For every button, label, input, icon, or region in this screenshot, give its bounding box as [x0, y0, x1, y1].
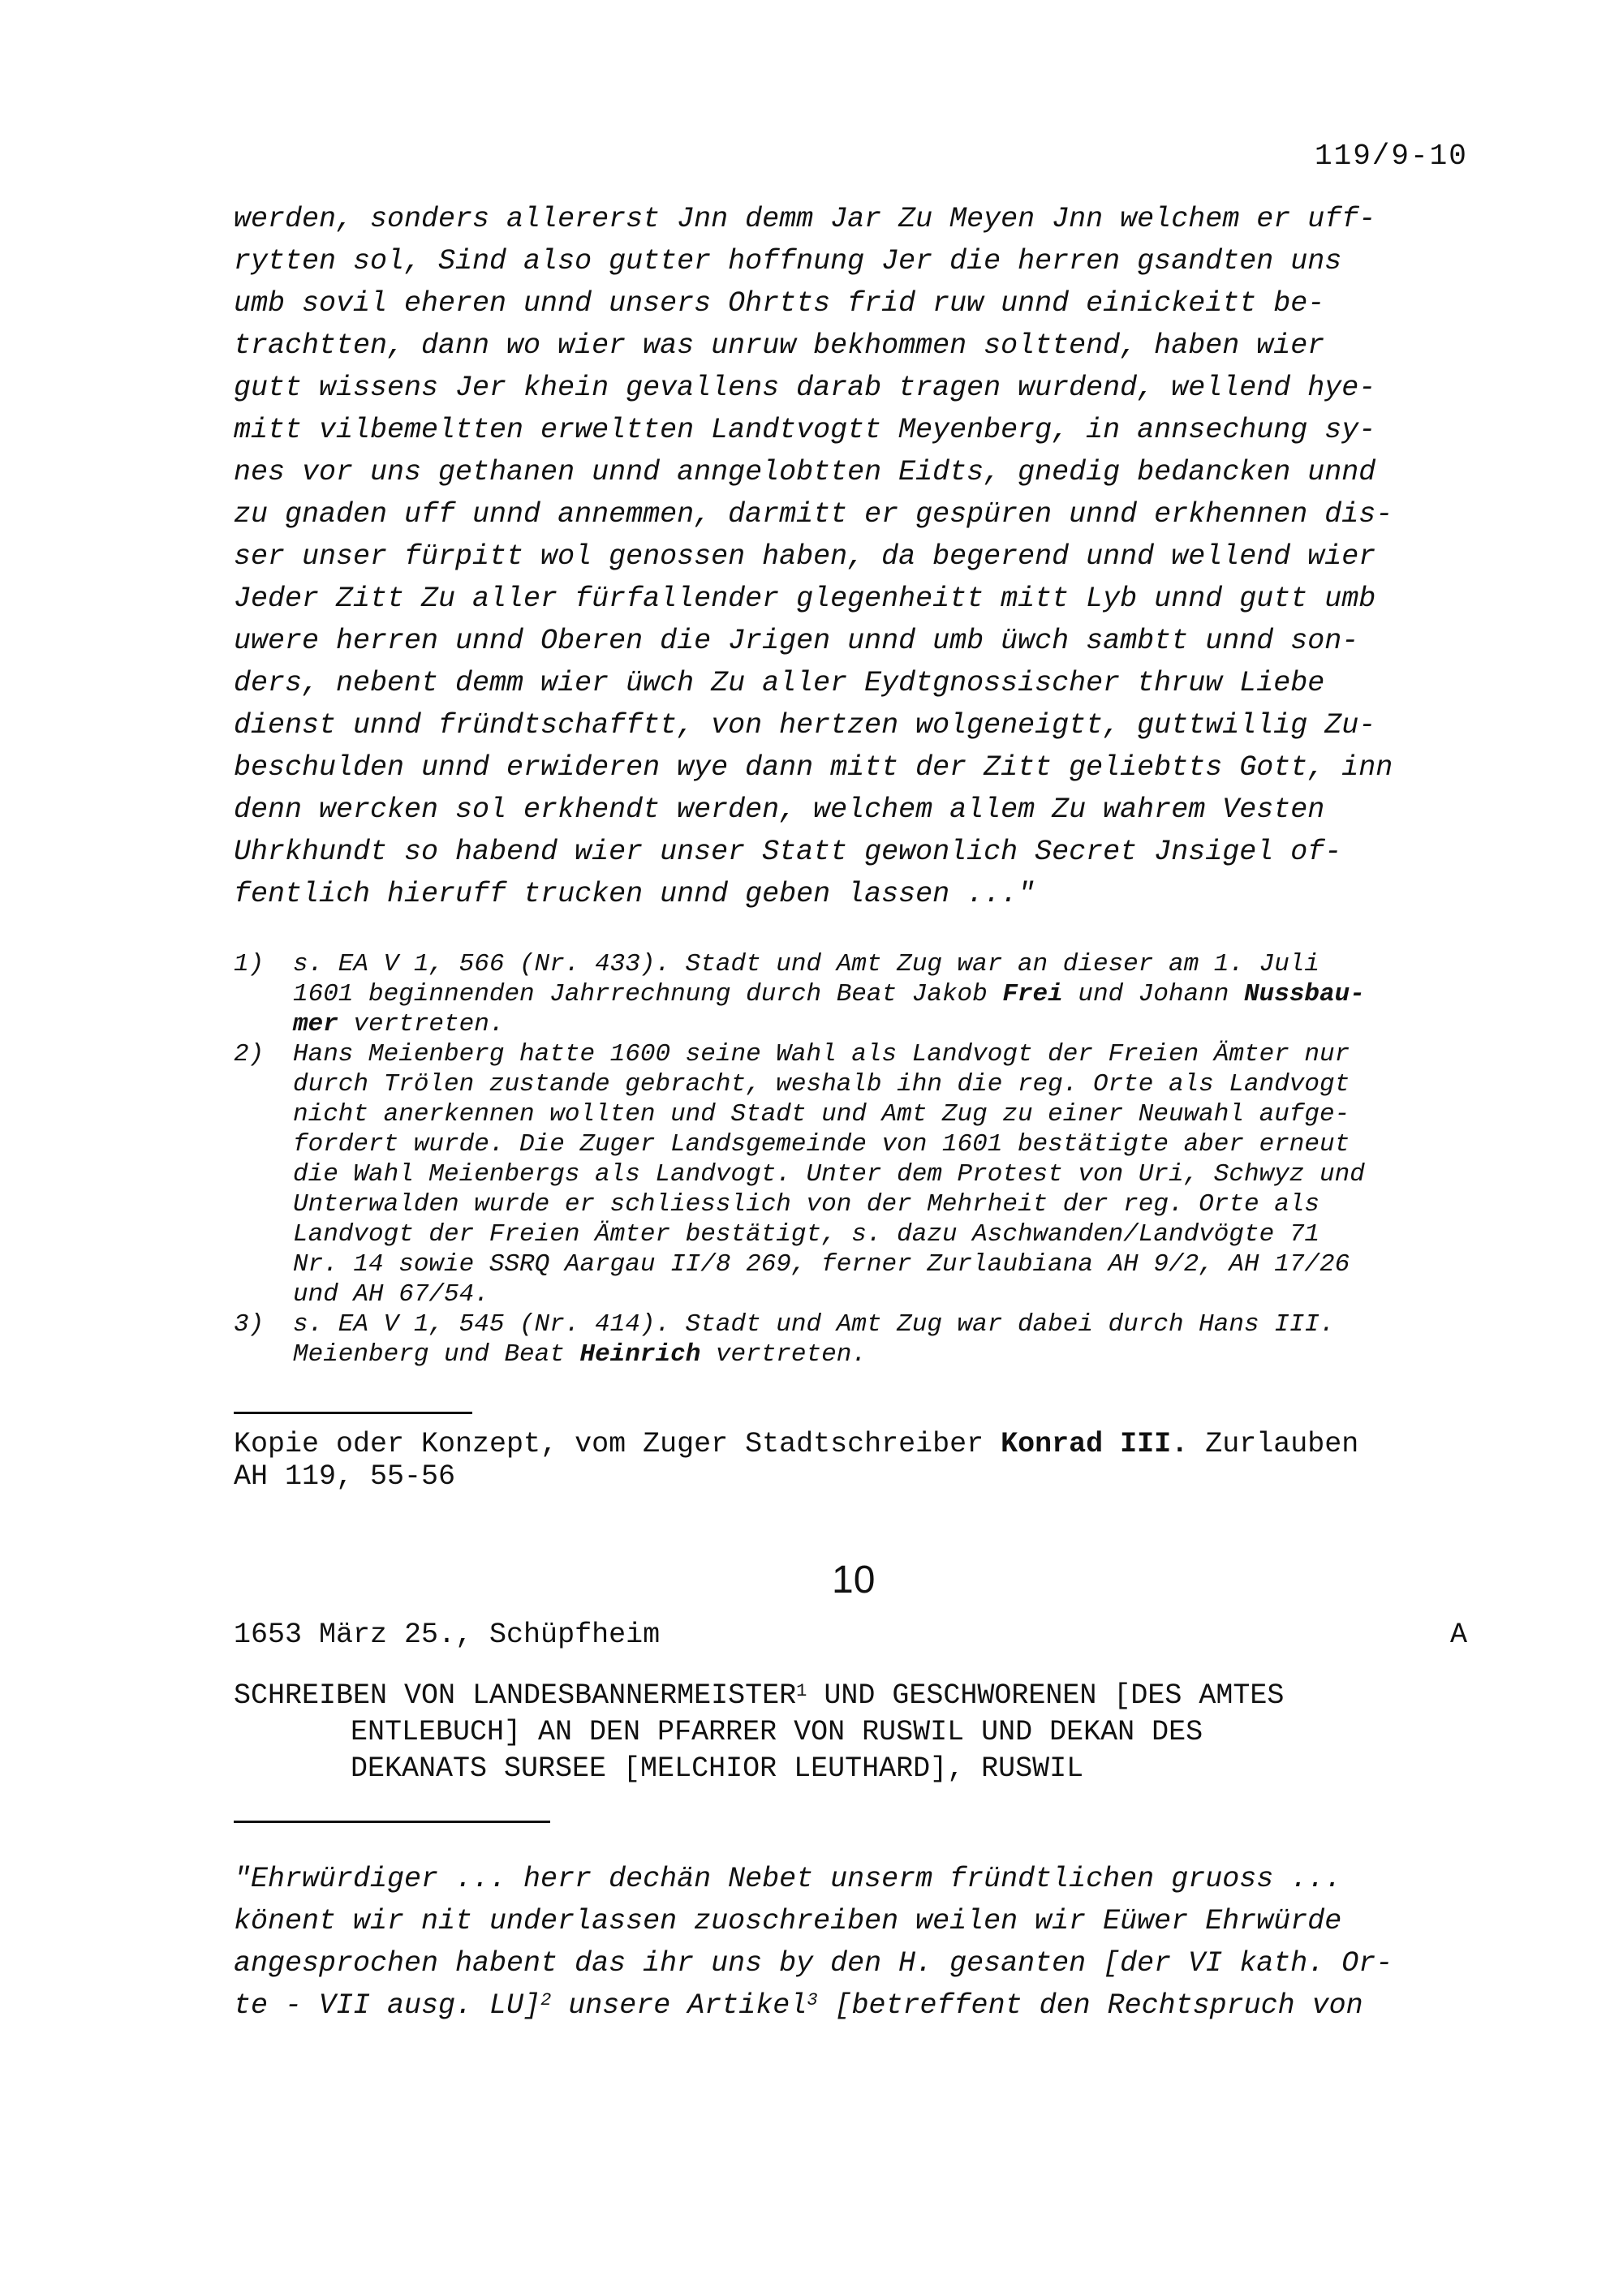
footnote-marker: 2: [540, 1990, 552, 2010]
footnote-text: Meienberg und Beat: [293, 1340, 580, 1369]
footnote-line: [293, 1339, 1335, 1369]
footnote-line: Hans Meienberg hatte 1600 seine Wahl als Landvogt der Freien Ämter nur: [293, 1040, 1350, 1068]
footnote-name-bold: Nussbau-: [1244, 980, 1365, 1008]
separator-rule: [234, 1821, 550, 1823]
quote-text: unsere Artikel: [551, 1989, 807, 2022]
footnotes: [234, 949, 1483, 1369]
footnote-marker: 1: [796, 1681, 807, 1701]
document-title: [234, 1678, 1284, 1787]
footnote-body: [293, 1039, 1365, 1309]
footnote-line: [293, 1009, 1365, 1039]
quote-line: [234, 1984, 1483, 2027]
title-line: DEKANATS SURSEE [MELCHIOR LEUTHARD], RUSWIL: [351, 1752, 1084, 1785]
title-text: SCHREIBEN VON LANDESBANNERMEISTER: [234, 1679, 797, 1712]
separator-rule: [234, 1412, 472, 1414]
footnote-marker: 3: [807, 1990, 818, 2010]
footnote-2: [234, 1039, 1483, 1309]
source-reference: AH 119, 55-56: [234, 1460, 456, 1493]
title-line: [234, 1678, 1284, 1714]
quote-continuation: [234, 198, 1483, 915]
footnote-line: s. EA V 1, 545 (Nr. 414). Stadt und Amt Zug war dabei durch Hans III.: [293, 1310, 1335, 1339]
footnote-name-bold: mer: [293, 1010, 338, 1038]
footnote-line: s. EA V 1, 566 (Nr. 433). Stadt und Amt Zug war an dieser am 1. Juli: [293, 950, 1320, 978]
document-marker: A: [1449, 1619, 1467, 1651]
footnote-name-bold: Heinrich: [579, 1340, 701, 1369]
quote-line: fentlich hieruff trucken unnd geben lassen ...": [234, 878, 1035, 910]
source-author-bold: Konrad III.: [1001, 1428, 1189, 1460]
document-header: [234, 1619, 1467, 1651]
footnote-line: und AH 67/54.: [293, 1280, 489, 1309]
source-note: [234, 1428, 1358, 1493]
quote-line: nes vor uns gethanen unnd anngelobtten Eidts, gnedig bedancken unnd: [234, 456, 1376, 488]
footnote-number: 3): [234, 1310, 265, 1339]
quote-line: gutt wissens Jer khein gevallens darab tragen wurdend, wellend hye-: [234, 372, 1376, 404]
quote-text: [betreffent den Rechtspruch von: [817, 1989, 1363, 2022]
footnote-3: [234, 1309, 1483, 1369]
quote-line: angesprochen habent das ihr uns by den H. gesanten [der VI kath. Or-: [234, 1947, 1393, 1980]
source-text: Zurlauben: [1188, 1428, 1359, 1460]
page-number: 119/9-10: [1315, 140, 1468, 173]
title-line: ENTLEBUCH] AN DEN PFARRER VON RUSWIL UND DEKAN DES: [351, 1716, 1203, 1748]
quote-start: [234, 1858, 1483, 2027]
quote-line: ser unser fürpitt wol genossen haben, da begerend unnd wellend wier: [234, 540, 1376, 573]
quote-line: ders, nebent demm wier üwch Zu aller Eydtgnossischer thruw Liebe: [234, 667, 1325, 699]
footnote-line: durch Trölen zustande gebracht, weshalb ihn die reg. Orte als Landvogt: [293, 1070, 1350, 1099]
footnote-number: 2): [234, 1040, 265, 1068]
footnote-line: Unterwalden wurde er schliesslich von der Mehrheit der reg. Orte als: [293, 1190, 1320, 1219]
footnote-line: [293, 979, 1365, 1009]
quote-line: rytten sol, Sind also gutter hoffnung Jer die herren gsandten uns: [234, 245, 1342, 277]
footnote-line: nicht anerkennen wollten und Stadt und Amt Zug zu einer Neuwahl aufge-: [293, 1100, 1350, 1129]
footnote-number: 1): [234, 950, 265, 978]
document-number: 10: [832, 1559, 876, 1602]
footnote-text: 1601 beginnenden Jahrrechnung durch Beat Jakob: [293, 980, 1003, 1008]
quote-line: umb sovil eheren unnd unsers Ohrtts frid ruw unnd einickeitt be-: [234, 287, 1325, 320]
footnote-line: Landvogt der Freien Ämter bestätigt, s. dazu Aschwanden/Landvögte 71: [293, 1220, 1320, 1249]
footnote-line: fordert wurde. Die Zuger Landsgemeinde von 1601 bestätigte aber erneut: [293, 1130, 1350, 1159]
footnote-line: Nr. 14 sowie SSRQ Aargau II/8 269, ferner Zurlaubiana AH 9/2, AH 17/26: [293, 1250, 1350, 1279]
quote-line: zu gnaden uff unnd annemmen, darmitt er gespüren unnd erkhennen dis-: [234, 498, 1393, 531]
footnote-name-bold: Frei: [1002, 980, 1063, 1008]
quote-line: werden, sonders allererst Jnn demm Jar Zu Meyen Jnn welchem er uff-: [234, 203, 1376, 235]
quote-line: beschulden unnd erwideren wye dann mitt der Zitt geliebtts Gott, inn: [234, 751, 1393, 784]
footnote-text: vertreten.: [338, 1010, 505, 1038]
quote-line: uwere herren unnd Oberen die Jrigen unnd umb üwch sambtt unnd son-: [234, 625, 1359, 657]
quote-line: könent wir nit underlassen zuoschreiben weilen wir Eüwer Ehrwürde: [234, 1905, 1342, 1937]
quote-line: mitt vilbemeltten erweltten Landtvogtt Meyenberg, in annsechung sy-: [234, 414, 1376, 446]
document-date-place: 1653 März 25., Schüpfheim: [234, 1619, 661, 1651]
quote-line: denn wercken sol erkhendt werden, welchem allem Zu wahrem Vesten: [234, 793, 1325, 826]
quote-line: Uhrkhundt so habend wier unser Statt gewonlich Secret Jnsigel of-: [234, 836, 1342, 868]
source-text: Kopie oder Konzept, vom Zuger Stadtschreiber: [234, 1428, 1001, 1460]
footnote-line: die Wahl Meienbergs als Landvogt. Unter dem Protest von Uri, Schwyz und: [293, 1160, 1365, 1189]
quote-line: dienst unnd fründtschafftt, von hertzen wolgeneigtt, guttwillig Zu-: [234, 709, 1376, 742]
footnote-1: [234, 949, 1483, 1039]
quote-line: Jeder Zitt Zu aller fürfallender glegenheitt mitt Lyb unnd gutt umb: [234, 583, 1376, 615]
footnote-text: und Johann: [1062, 980, 1245, 1008]
quote-line: "Ehrwürdiger ... herr dechän Nebet unserm fründtlichen gruoss ...: [234, 1863, 1342, 1895]
title-text: UND GESCHWORENEN [DES AMTES: [807, 1679, 1285, 1712]
quote-text: te - VII ausg. LU]: [234, 1989, 541, 2022]
footnote-body: [293, 1309, 1335, 1369]
quote-line: trachtten, dann wo wier was unruw bekhommen solttend, haben wier: [234, 329, 1325, 362]
footnote-text: vertreten.: [700, 1340, 867, 1369]
footnote-body: [293, 949, 1365, 1039]
